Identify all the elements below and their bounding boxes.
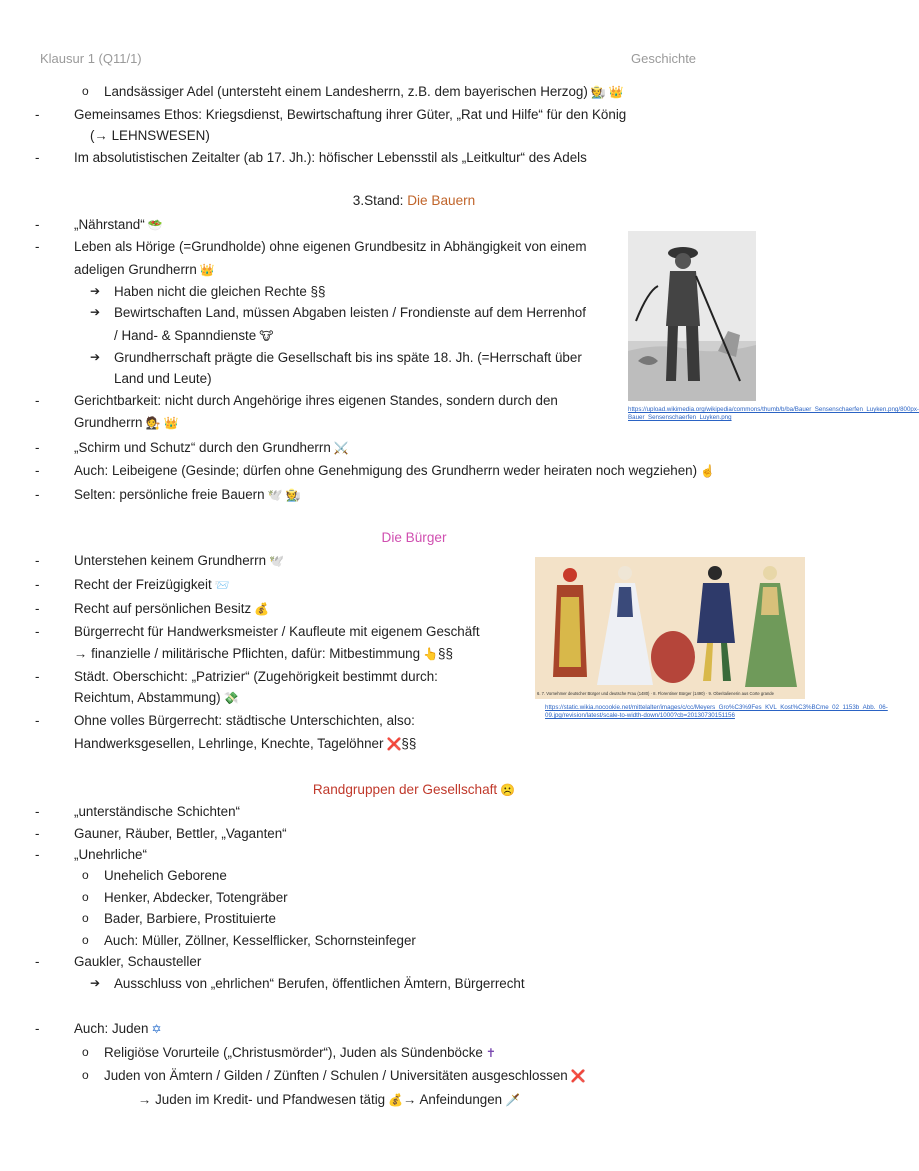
sub-item: o Religiöse Vorurteile („Christusmörder“), Juden als Sündenböcke ✝	[104, 1045, 496, 1060]
farmer-icon: 🧑‍🌾	[590, 85, 606, 99]
arrow-item: ➔ Ausschluss von „ehrlichen“ Berufen, öffentlichen Ämtern, Bürgerrecht	[114, 976, 525, 991]
sub-item: o Auch: Müller, Zöllner, Kesselflicker, Schornsteinfeger	[104, 933, 416, 948]
section-title-bauern: 3.Stand: Die Bauern	[352, 193, 476, 208]
image-caption-link[interactable]: https://static.wikia.nocookie.net/mittelalter/images/c/cc/Meyers_Gro%C3%9Fes_KVL_Kost%C3%BCme_02_1153b_Abb._06-09.jpg/revision/latest/scale-to-width-down/1000?cb=20130730151156	[545, 704, 888, 719]
crown-icon: 👑	[199, 263, 215, 277]
arrow-item-cont: / Hand- & Spanndienste 🐮	[114, 328, 274, 343]
farmer-icon: 🧑‍🌾	[285, 488, 301, 502]
dove-icon: 🕊️	[269, 554, 284, 568]
list-item-cont: Reichtum, Abstammung) 💸	[74, 690, 239, 705]
list-item: - „unterständische Schichten“	[74, 804, 240, 819]
citizens-illustration	[535, 557, 805, 699]
list-item: - „Nährstand“ 🥗	[74, 217, 163, 232]
arrow-item: ➔ Haben nicht die gleichen Rechte §§	[114, 284, 325, 299]
list-item: - Gemeinsames Ethos: Kriegsdienst, Bewirtschaftung ihrer Güter, „Rat und Hilfe“ für den König	[74, 107, 626, 122]
list-item: - „Unehrliche“	[74, 847, 147, 862]
list-item-cont: Handwerksgesellen, Lehrlinge, Knechte, Tagelöhner ❌§§	[74, 736, 417, 751]
list-item: - Städt. Oberschicht: „Patrizier“ (Zugehörigkeit bestimmt durch:	[74, 669, 438, 684]
section-title-buerger: Die Bürger	[381, 530, 447, 545]
sad-face-icon: ☹️	[500, 783, 516, 797]
list-item: - Unterstehen keinem Grundherrn 🕊️	[74, 553, 284, 568]
sub-item: o Unehelich Geborene	[104, 868, 227, 883]
cross-mark-icon: ❌	[570, 1069, 586, 1083]
farmer-engraving	[628, 231, 756, 401]
cross-mark-icon: ❌	[386, 737, 402, 751]
list-item: - Leben als Hörige (=Grundholde) ohne eigenen Grundbesitz in Abhängigkeit von einem	[74, 239, 587, 254]
header-right: Geschichte	[631, 51, 697, 66]
section-title-randgruppen: Randgruppen der Gesellschaft ☹️	[312, 782, 516, 797]
crossed-swords-icon: ⚔️	[333, 441, 349, 455]
list-item-cont: Grundherrn 🧑‍⚖️ 👑	[74, 415, 179, 430]
money-wings-icon: 💸	[223, 691, 239, 705]
list-item: - Gaukler, Schausteller	[74, 954, 201, 969]
crown-icon: 👑	[163, 416, 179, 430]
list-item-cont: adeligen Grundherrn 👑	[74, 262, 215, 277]
sub-item: o Henker, Abdecker, Totengräber	[104, 890, 288, 905]
image-label: 6. 7. Vornehmer deutscher Bürger und deutsche Frau (1480) · 8. Florentiner Bürger (1490) · 9. Oberitalienerin aus Corte grande	[537, 691, 774, 696]
list-item: - Recht der Freizügigkeit 📨	[74, 577, 230, 592]
list-item: - Auch: Leibeigene (Gesinde; dürfen ohne Genehmigung des Grundherrn weder heiraten noch wegziehen) ☝️	[74, 463, 715, 478]
list-item: - Bürgerrecht für Handwerksmeister / Kaufleute mit eigenem Geschäft	[74, 624, 480, 639]
dagger-icon: 🗡️	[505, 1093, 521, 1107]
envelope-icon: 📨	[214, 578, 230, 592]
latin-cross-icon: ✝	[485, 1046, 496, 1060]
pointing-finger-icon: ☝️	[700, 464, 716, 478]
farmer-illustration	[628, 231, 756, 401]
salad-icon: 🥗	[147, 218, 163, 232]
list-item-cont: → finanzielle / militärische Pflichten, dafür: Mitbestimmung 👆§§	[74, 646, 453, 661]
sub-item: o Bader, Barbiere, Prostituierte	[104, 911, 276, 926]
money-bag-icon: 💰	[254, 602, 270, 616]
pointing-hand-icon: 👆	[423, 647, 439, 661]
money-bag-icon: 💰	[388, 1093, 404, 1107]
list-item: - „Schirm und Schutz“ durch den Grundherrn ⚔️	[74, 440, 349, 455]
star-of-david-icon: ✡	[151, 1022, 162, 1036]
image-caption-link[interactable]: https://upload.wikimedia.org/wikipedia/commons/thumb/b/ba/Bauer_Sensenschaerfen_Luyken.png/800px-Bauer_Sensenschaerfen_Luyken.png	[628, 406, 919, 421]
list-item: - Recht auf persönlichen Besitz 💰	[74, 601, 269, 616]
list-item: - Auch: Juden ✡	[74, 1021, 162, 1036]
list-item: - Gerichtbarkeit: nicht durch Angehörige ihres eigenen Standes, sondern durch den	[74, 393, 558, 408]
arrow-line: → Juden im Kredit- und Pfandwesen tätig 💰→ Anfeindungen 🗡️	[138, 1092, 521, 1107]
dove-icon: 🕊️	[267, 488, 283, 502]
header-left: Klausur 1 (Q11/1)	[40, 51, 142, 66]
arrow-item: ➔ Grundherrschaft prägte die Gesellschaft bis ins späte 18. Jh. (=Herrschaft über	[114, 350, 582, 365]
list-item-cont: (→ LEHNSWESEN)	[90, 128, 210, 143]
arrow-item-cont: Land und Leute)	[114, 371, 212, 386]
citizens-painting	[535, 557, 805, 699]
list-item: - Gauner, Räuber, Bettler, „Vaganten“	[74, 826, 287, 841]
judge-icon: 🧑‍⚖️	[145, 416, 161, 430]
list-item: - Ohne volles Bürgerrecht: städtische Unterschichten, also:	[74, 713, 415, 728]
arrow-item: ➔ Bewirtschaften Land, müssen Abgaben leisten / Frondienste auf dem Herrenhof	[114, 305, 586, 320]
cow-face-icon: 🐮	[259, 329, 274, 343]
crown-icon: 👑	[608, 85, 624, 99]
sub-item: o Juden von Ämtern / Gilden / Zünften / Schulen / Universitäten ausgeschlossen ❌	[104, 1068, 586, 1083]
list-item: - Im absolutistischen Zeitalter (ab 17. Jh.): höfischer Lebensstil als „Leitkultur“ des Adels	[74, 150, 587, 165]
list-item: o Landsässiger Adel (untersteht einem Landesherrn, z.B. dem bayerischen Herzog) 🧑‍🌾 👑	[104, 84, 624, 99]
list-item: - Selten: persönliche freie Bauern 🕊️ 🧑‍🌾	[74, 487, 300, 502]
